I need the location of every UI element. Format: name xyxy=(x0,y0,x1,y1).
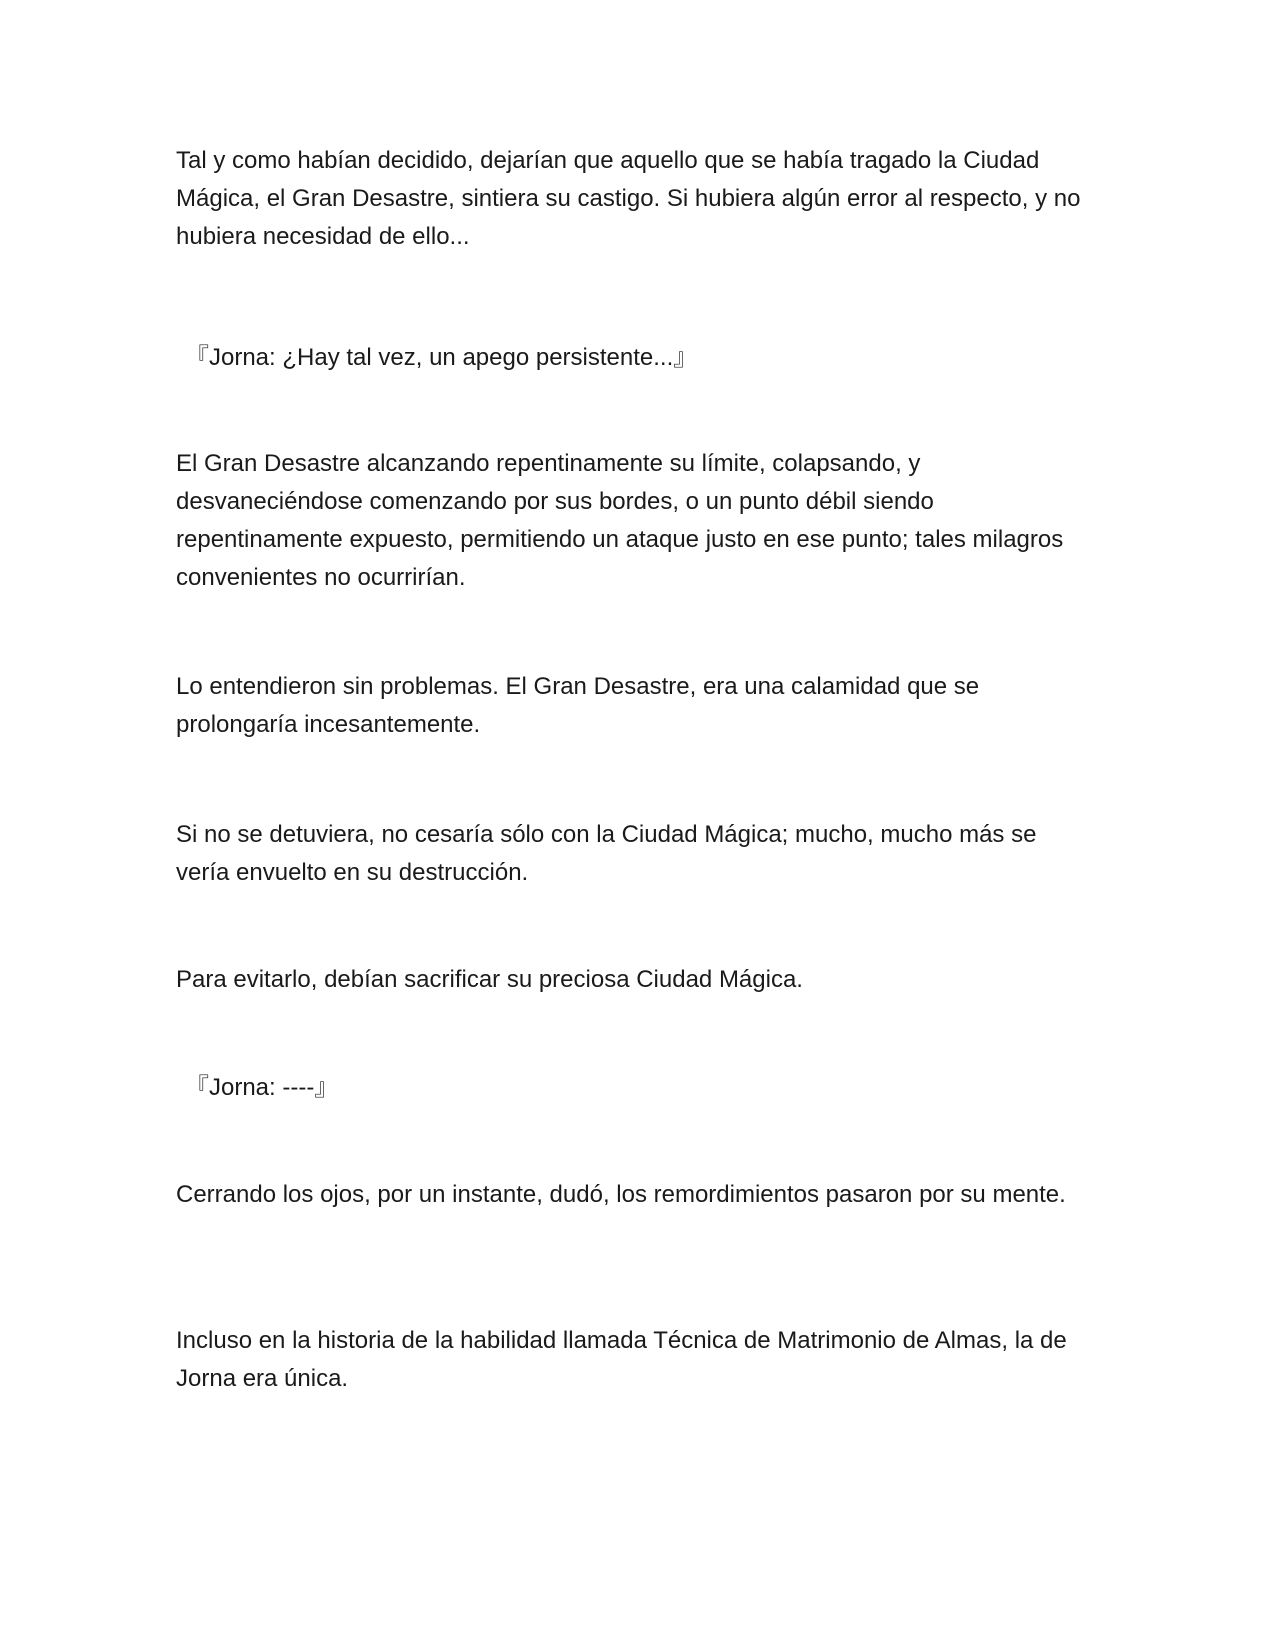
paragraph-2: El Gran Desastre alcanzando repentinamente su límite, colapsando, y desvaneciéndose comenzando por sus bordes, o un punto débil siendo repentinamente expuesto, permitiendo un ataque justo en ese punto; tales milagros convenientes no ocurrirían. xyxy=(176,450,1064,591)
dialogue-line-1: 『Jorna: ¿Hay tal vez, un apego persistente...』 xyxy=(185,344,698,371)
paragraph-5: Para evitarlo, debían sacrificar su preciosa Ciudad Mágica. xyxy=(176,966,803,993)
dialogue-line-2: 『Jorna: ----』 xyxy=(185,1074,339,1101)
paragraph-7: Incluso en la historia de la habilidad llamada Técnica de Matrimonio de Almas, la de Jorna era única. xyxy=(176,1327,1067,1392)
paragraph-3: Lo entendieron sin problemas. El Gran Desastre, era una calamidad que se prolongaría incesantemente. xyxy=(176,673,980,738)
paragraph-6: Cerrando los ojos, por un instante, dudó, los remordimientos pasaron por su mente. xyxy=(176,1181,1066,1208)
paragraph-1: Tal y como habían decidido, dejarían que aquello que se había tragado la Ciudad Mágica, el Gran Desastre, sintiera su castigo. Si hubiera algún error al respecto, y no hubiera necesidad de ello... xyxy=(176,147,1081,250)
paragraph-4: Si no se detuviera, no cesaría sólo con la Ciudad Mágica; mucho, mucho más se vería envuelto en su destrucción. xyxy=(176,821,1037,886)
